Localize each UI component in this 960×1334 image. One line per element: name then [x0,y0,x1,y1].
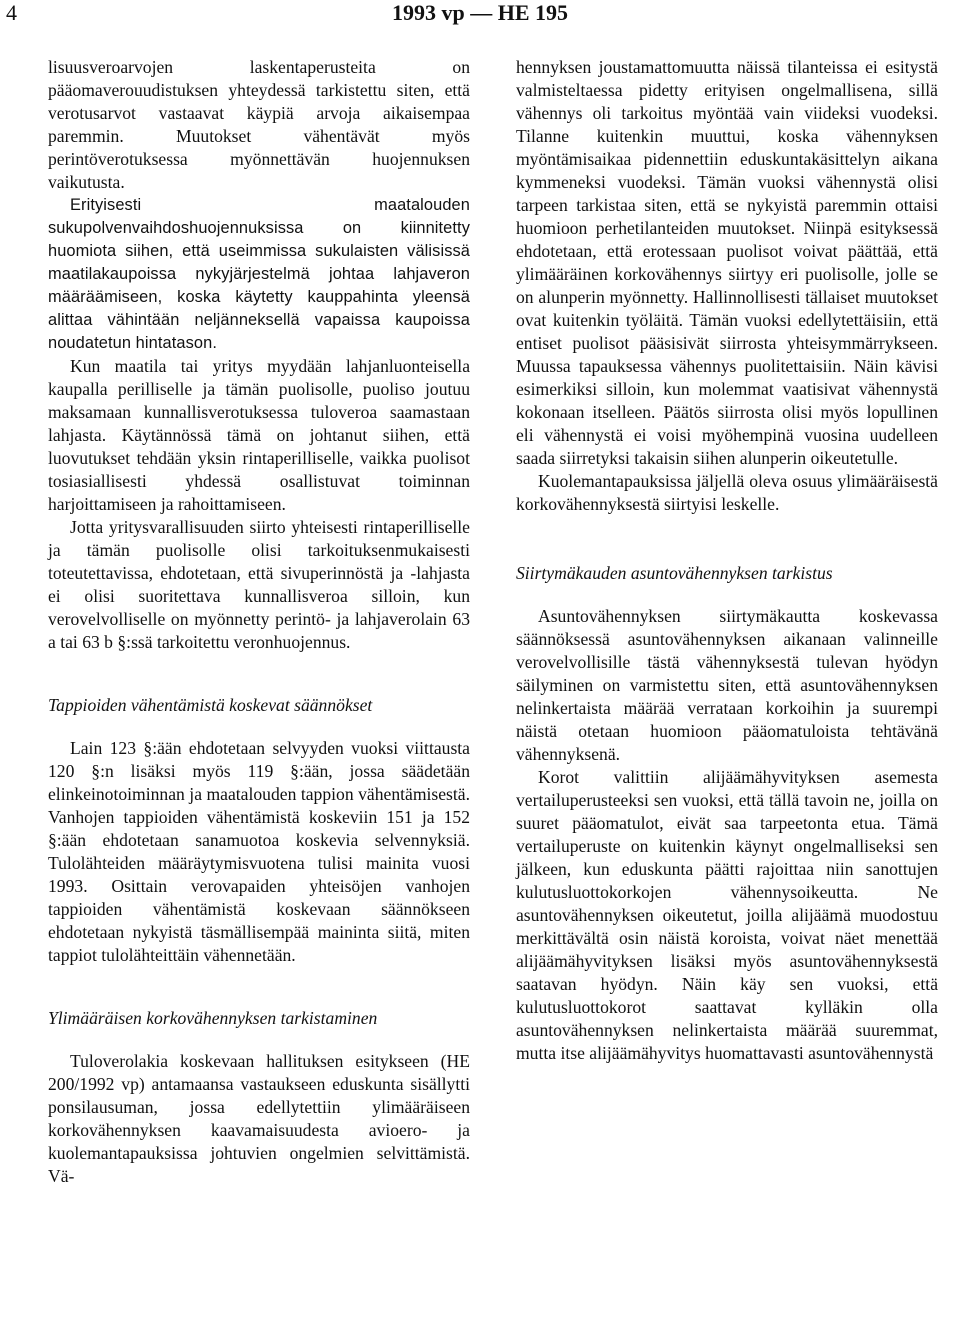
right-paragraph-2: Kuolemantapauksissa jäljellä oleva osuus ylimääräisestä korkovähennyksestä siirtyisi leskelle. [516,471,938,514]
right-paragraph-4: Korot valittiin alijäämähyvityksen asemesta vertailuperusteeksi sen vuoksi, että tällä tavoin ne, joilla on suuret pääomatulot, eivät saa tarpeetonta etua. Tämä vertailuperuste on kuitenkin käynyt ongelmalliseksi sen jälkeen, kun eduskunta päätti rajoittaa niin sanottujen kulutusluottokorkojen vähennysoikeutta. Ne asuntovähennyksen oikeutetut, joilla alijäämä muodostuu merkittävältä osin näistä koroista, voivat näet menettää alijäämähyvityksen lisäksi myös asuntovähennyksestä saatavan hyödyn. Näin käy sen vuoksi, että kulutusluottokorot saattavat kylläkin olla asuntovähennyksen nelinkertaista määrää suuremmat, mutta itse alijäämähyvitys huomattavasti asuntovähennystä [516,767,938,1063]
left-column [48,56,470,1188]
section-heading-tappiot: Tappioiden vähentämistä koskevat säännökset [48,695,373,715]
page-number: 4 [6,0,17,25]
left-paragraph-1: lisuusveroarvojen laskentaperusteita on pääomaverouudistuksen yhteydessä tarkistettu siten, että verotusarvot vastaavat käypiä arvoja aikaisempaa paremmin. Muutokset vähentävät myös perintöverotuksessa myönnettävän huojennuksen vaikutusta. [48,57,470,192]
right-paragraph-3: Asuntovähennyksen siirtymäkautta koskevassa säännöksessä asuntovähennyksen aikanaan valinneille verovelvollisille tästä vähennyksestä tulevan hyödyn säilyminen on varmistettu siten, että asuntovähennyksen nelinkertaista määrää verrataan korkoihin ja suurempi näistä otetaan huomioon pääomatuloista tehtävänä vähennyksenä. [516,606,938,764]
right-column [516,56,938,1065]
left-paragraph-5: Lain 123 §:ään ehdotetaan selvyyden vuoksi viittausta 120 §:n lisäksi myös 119 §:ään, jossa säädetään elinkeinotoiminnan ja maatalouden tappion vähentämisestä. Vanhojen tappioiden vähentämistä koskeviin 151 ja 152 §:ään ehdotetaan sanamuotoa koskevia selvennyksiä. Tulolähteiden määräytymisvuotena tulisi mainita vuosi 1993. Osittain verovapaiden yhteisöjen vanhojen tappioiden vähentämistä koskevaan säännökseen ehdotetaan nykyistä täsmällisempää maininta siitä, miten tappiot tulolähteittäin vähennetään. [48,738,470,965]
left-paragraph-3: Kun maatila tai yritys myydään lahjanluonteisella kaupalla perilliselle ja tämän puolisolle, puoliso joutuu maksamaan kunnallisverotuksessa tuloveroa saamastaan lahjasta. Käytännössä tämä on johtanut siihen, että luovutukset tehdään yksin rintaperilliselle, vaikka puolisot tosiasiallisesti yhdessä osallistuvat toiminnan harjoittamiseen ja rahoittamiseen. [48,356,470,514]
left-paragraph-2: Erityisesti maatalouden sukupolvenvaihdoshuojennuksissa on kiinnitetty huomiota siihen, että useimmissa sukulaisten välisissä maatilakaupoissa nykyjärjestelmä johtaa lahjaveron määräämiseen, koska käytetty kauppahinta yleensä alittaa vähintään neljänneksellä vapaissa kaupoissa noudatetun hintatason. [48,196,470,352]
left-paragraph-4: Jotta yritysvarallisuuden siirto yhteisesti rintaperilliselle ja tämän puolisolle olisi tarkoituksenmukaisesti toteutettavissa, ehdotetaan, että sivuperinnöstä ja -lahjasta ei olisi suoritettava kunnallisveroa silloin, kun verovelvolliselle on myönnetty perintö- ja lahjaverolain 63 a tai 63 b §:ssä tarkoitettu veronhuojennus. [48,517,470,652]
right-paragraph-1: hennyksen joustamattomuutta näissä tilanteissa ei esitystä valmisteltaessa pidetty erityisen ongelmallisena, sillä vähennys oli tarkoitus myöntää vain viideksi vuodeksi. Tilanne kuitenkin muuttui, koska vähennyksen myöntämisaikaa pidennettiin eduskuntakäsittelyn aikana kymmeneksi vuodeksi. Tämän vuoksi vähennystä olisi tarpeen tarkistaa siten, että se nykyistä paremmin ottaisi huomioon perhetilanteiden muutokset. Niinpä esityksessä ehdotetaan, että erotessaan puolisot voivat päättää, että ylimääräinen korkovähennys siirtyy eri puolisolle, jolle se on alunperin myönnetty. Hallinnollisesti tällaiset muutokset ovat kuitenkin työläitä. Tämän vuoksi edellytettäisiin, että entiset puolisot pääsisivät siirrosta yhteisymmärrykseen. Muussa tapauksessa vähennys puolitettaisiin. Näin kävisi esimerkiksi silloin, kun molemmat vaatisivat vähennystä kokonaan itselleen. Päätös siirrosta olisi myös lopullinen eli vähennystä ei voisi myöhempinä vuosina uudelleen saada siirretyksi takaisin siihen alunperin oikeutetulle. [516,57,938,468]
running-title: 1993 vp — HE 195 [391,0,569,25]
page-header [0,0,960,30]
section-heading-korkovahennys: Ylimääräisen korkovähennyksen tarkistaminen [48,1008,378,1028]
left-paragraph-6: Tuloverolakia koskevaan hallituksen esitykseen (HE 200/1992 vp) antamaansa vastaukseen eduskunta sisällytti ponsilausuman, jossa edellytettiin ylimääräiseen korkovähennyksen kaavamaisuudesta avioero- ja kuolemantapauksissa johtuvien ongelmien selvittämistä. Vä- [48,1051,470,1186]
section-heading-asuntovahennys: Siirtymäkauden asuntovähennyksen tarkistus [516,563,833,583]
